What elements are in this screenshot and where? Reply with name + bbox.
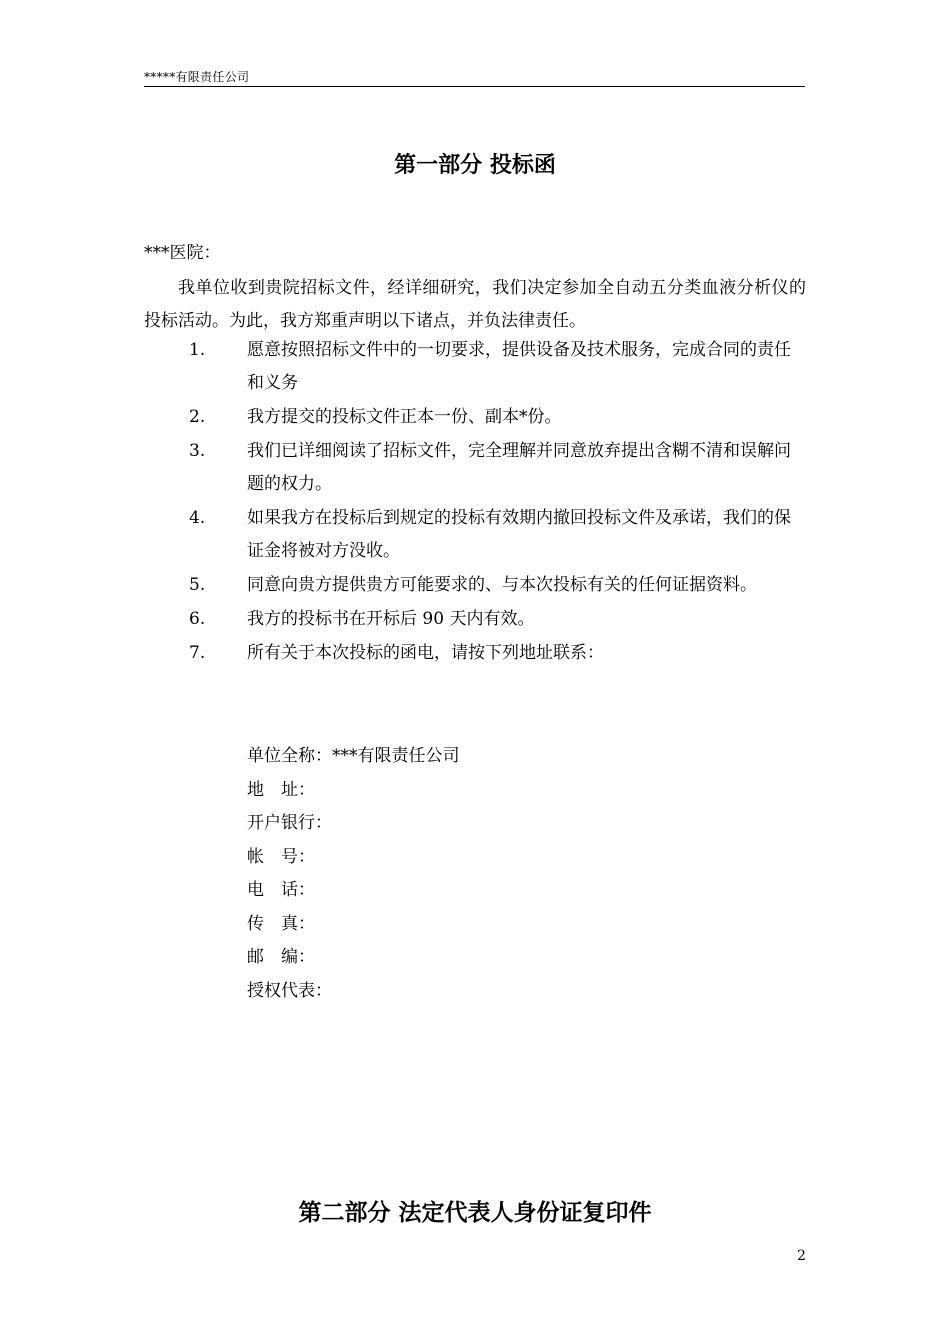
contact-phone: 电 话： xyxy=(247,880,315,900)
declaration-list xyxy=(144,334,806,671)
list-item-number: 7. xyxy=(189,643,206,663)
list-item xyxy=(144,502,806,568)
salutation: ***医院： xyxy=(144,243,221,263)
contact-bank: 开户银行： xyxy=(247,813,332,833)
contact-postcode: 邮 编： xyxy=(247,947,315,967)
list-item-number: 3. xyxy=(189,441,206,461)
list-item-text: 我们已详细阅读了招标文件，完全理解并同意放弃提出含糊不清和误解问题的权力。 xyxy=(247,441,791,494)
contact-block xyxy=(247,740,460,1008)
list-item-text: 愿意按照招标文件中的一切要求，提供设备及技术服务，完成合同的责任和义务 xyxy=(247,340,791,393)
list-item-text: 我方提交的投标文件正本一份、副本*份。 xyxy=(247,407,562,427)
list-item-number: 1. xyxy=(189,340,206,360)
contact-representative: 授权代表： xyxy=(247,980,332,1001)
list-item-number: 2. xyxy=(189,407,206,427)
section-title: 第一部分 投标函 xyxy=(394,152,556,178)
list-item xyxy=(144,401,806,434)
list-item-number: 6. xyxy=(189,609,206,629)
list-item-number: 5. xyxy=(189,575,206,595)
intro-paragraph: 我单位收到贵院招标文件，经详细研究，我们决定参加全自动五分类血液分析仪的投标活动。为此，我方郑重声明以下诸点，并负法律责任。 xyxy=(144,278,806,331)
contact-fax: 传 真： xyxy=(247,913,315,934)
list-item-text: 所有关于本次投标的函电，请按下列地址联系： xyxy=(247,643,604,663)
list-item-text: 同意向贵方提供贵方可能要求的、与本次投标有关的任何证据资料。 xyxy=(247,575,757,595)
list-item xyxy=(144,435,806,501)
list-item xyxy=(144,637,806,670)
list-item-text: 如果我方在投标后到规定的投标有效期内撤回投标文件及承诺，我们的保证金将被对方没收。 xyxy=(247,508,791,561)
section-title-2: 第二部分 法定代表人身份证复印件 xyxy=(298,1199,652,1226)
contact-address: 地 址： xyxy=(247,779,315,800)
list-item-text: 我方的投标书在开标后 90 天内有效。 xyxy=(247,609,535,629)
contact-company: 单位全称：***有限责任公司 xyxy=(247,746,460,766)
list-item-number: 4. xyxy=(189,508,206,528)
running-header: *****有限责任公司 xyxy=(144,70,250,84)
list-item xyxy=(144,603,806,636)
contact-account: 帐 号： xyxy=(247,846,315,867)
page-number: 2 xyxy=(797,1248,806,1264)
list-item xyxy=(144,569,806,602)
header-rule xyxy=(144,86,805,87)
list-item xyxy=(144,334,806,400)
